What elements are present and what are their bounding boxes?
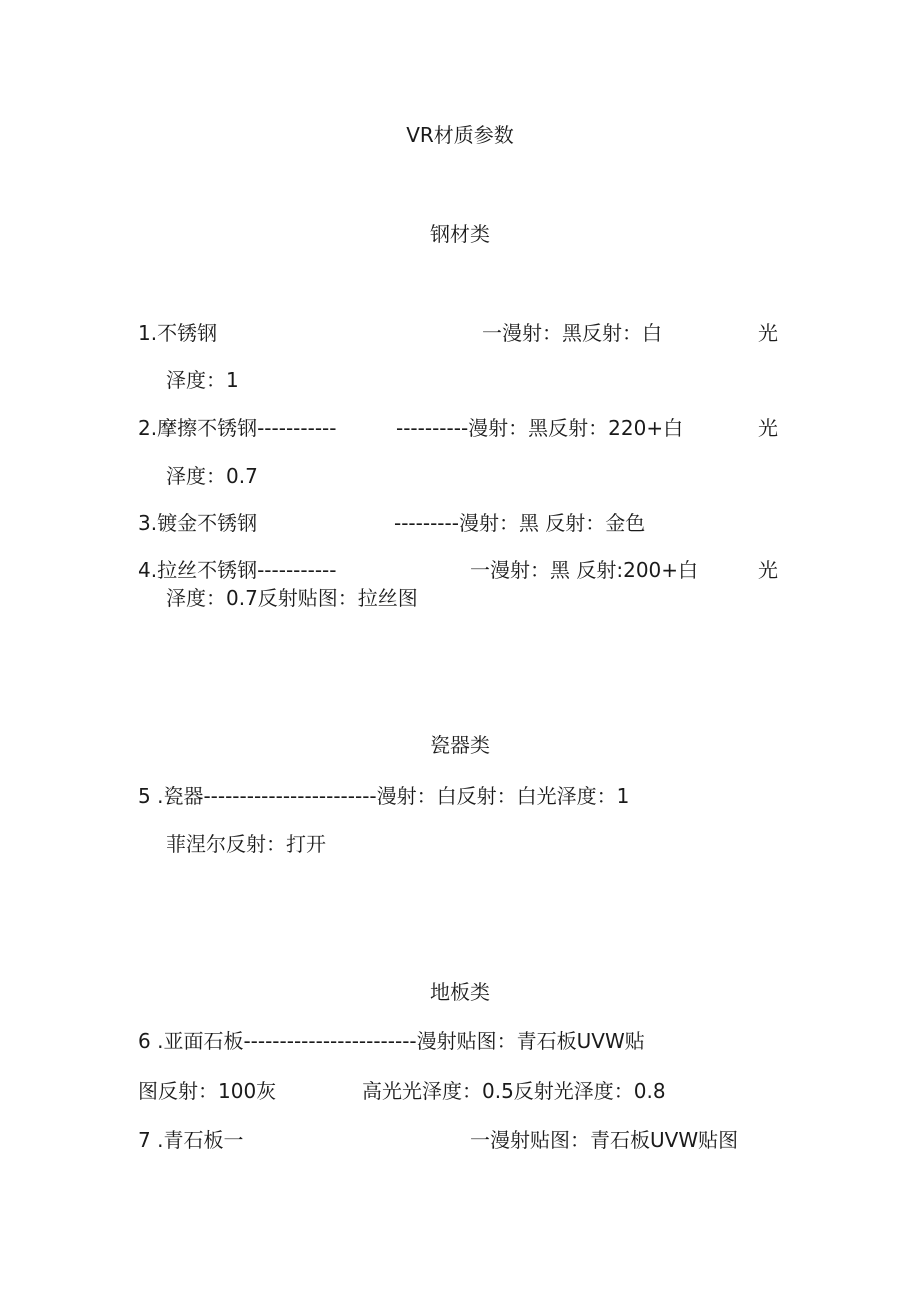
item-4-tail: 光 xyxy=(758,558,778,582)
item-2-name: 2.摩擦不锈钢----------- xyxy=(138,416,337,440)
item-1-name: 1.不锈钢 xyxy=(138,321,218,345)
item-7-spec: 一漫射贴图：青石板UVW贴图 xyxy=(470,1128,739,1152)
item-1-continuation: 泽度：1 xyxy=(166,368,239,392)
item-2-continuation: 泽度：0.7 xyxy=(166,464,258,488)
item-1-tail: 光 xyxy=(758,321,778,345)
item-3-spec: ---------漫射：黑 反射：金色 xyxy=(394,511,646,535)
item-2-tail: 光 xyxy=(758,416,778,440)
item-1-spec: 一漫射：黑反射：白 xyxy=(482,321,662,345)
section-heading-steel: 钢材类 xyxy=(430,222,490,246)
item-4-name: 4.拉丝不锈钢----------- xyxy=(138,558,337,582)
document-title: VR材质参数 xyxy=(406,123,514,147)
section-heading-floor: 地板类 xyxy=(430,980,490,1004)
item-6-continuation-a: 图反射：100灰 xyxy=(138,1079,277,1103)
item-2-spec: ----------漫射：黑反射：220+白 xyxy=(396,416,684,440)
item-6-line: 6 .亚面石板------------------------漫射贴图：青石板UVW贴 xyxy=(138,1029,645,1053)
item-3-name: 3.镀金不锈钢 xyxy=(138,511,258,535)
item-5-continuation: 菲涅尔反射：打开 xyxy=(166,832,326,856)
item-4-continuation: 泽度：0.7反射贴图：拉丝图 xyxy=(166,586,418,610)
item-5-line: 5 .瓷器------------------------漫射：白反射：白光泽度：1 xyxy=(138,784,630,808)
item-4-spec: 一漫射：黑 反射:200+白 xyxy=(470,558,699,582)
section-heading-porcelain: 瓷器类 xyxy=(430,733,490,757)
item-6-continuation-b: 高光光泽度：0.5反射光泽度：0.8 xyxy=(362,1079,666,1103)
item-7-name: 7 .青石板一 xyxy=(138,1128,244,1152)
